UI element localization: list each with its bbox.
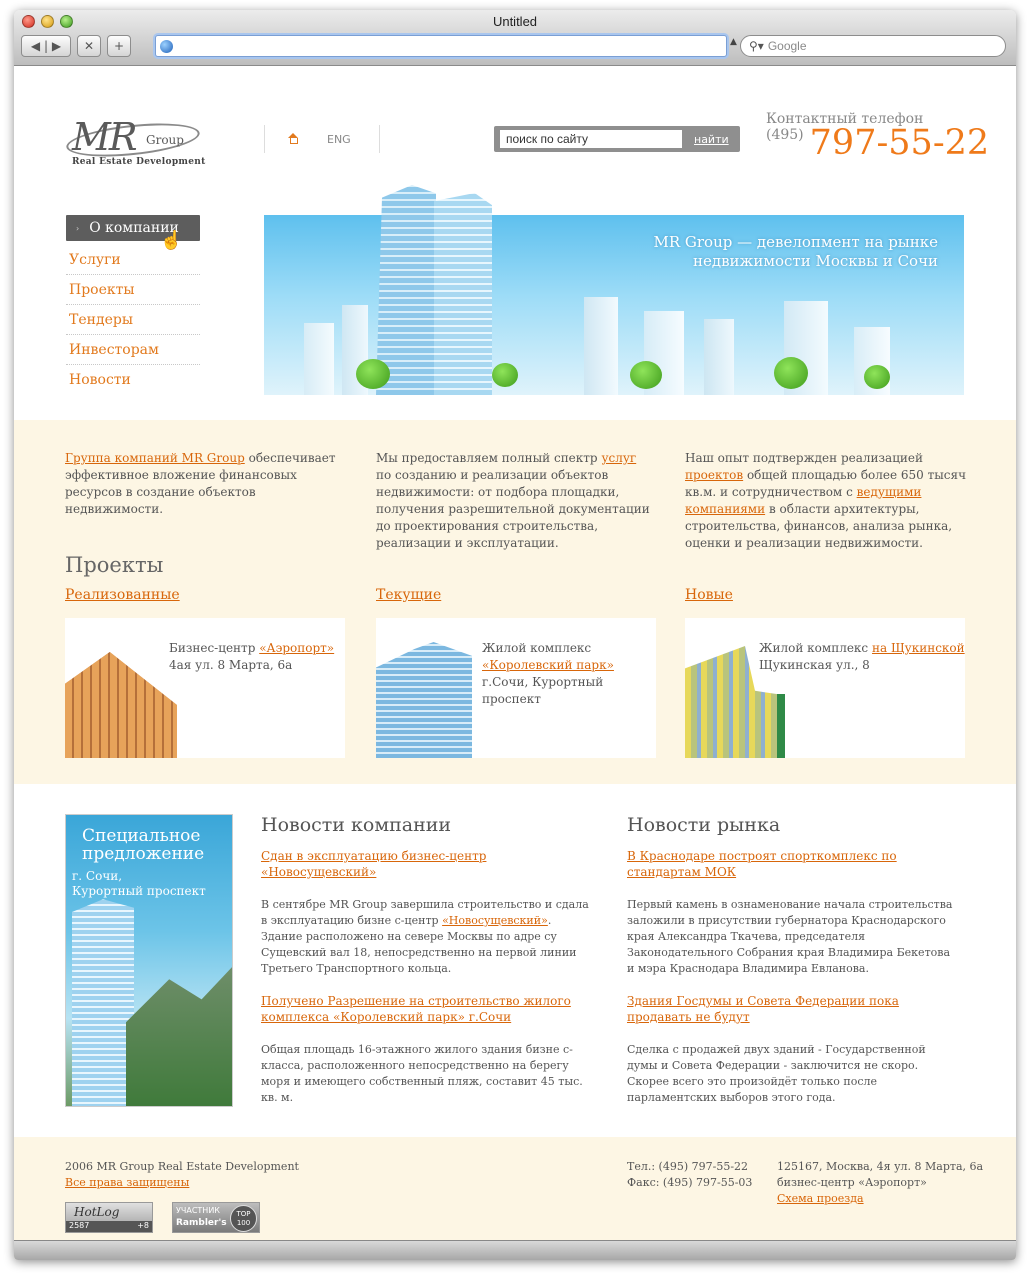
project-card (685, 618, 965, 758)
news-item-link[interactable]: Сдан в эксплуатацию бизнес-центр «Новосущевский» (261, 849, 487, 879)
site-logo[interactable] (64, 115, 204, 167)
language-switch (264, 125, 380, 153)
building-photo[interactable] (65, 652, 177, 758)
news-item-text: Общая площадь 16-этажного жилого здания бизне с-класса, расположенного непосредственно на берегу моря и имеющего собственный пляж, составит 45 тыс. кв. м. (261, 1043, 583, 1104)
market-news-title: Новости рынка (627, 814, 781, 836)
promo-title (82, 827, 204, 863)
project-address: 4ая ул. 8 Марта, 6а (169, 658, 293, 672)
rights-link[interactable]: Все права защищены (65, 1176, 190, 1189)
search-icon: ⚲▾ (749, 39, 764, 53)
rambler-top100-counter[interactable] (172, 1202, 260, 1233)
project-info (759, 640, 965, 674)
hotlog-label: HotLog (74, 1205, 120, 1219)
hotlog-counter[interactable] (65, 1202, 153, 1233)
menu-item-label: О компании (89, 220, 179, 236)
intro-text: в области архитектуры, строительства, финансов, анализа рынка, оценки и реализации недвижимости. (685, 502, 953, 550)
back-arrow-icon[interactable]: ◀ (30, 39, 41, 53)
project-link[interactable]: на Щукинской (871, 641, 965, 655)
project-card (376, 618, 656, 758)
logo-mr: MR (72, 115, 136, 159)
tree-illustration (492, 363, 518, 387)
project-type: Жилой комплекс (482, 641, 592, 655)
banner-line-2: недвижимости Москвы и Сочи (692, 252, 938, 270)
project-address: г.Сочи, Курортный проспект (482, 675, 604, 706)
news-text-part: В сентябре MR Group завершила строительство и сдала в эксплуатацию бизне с-центр (261, 898, 589, 927)
projects-title: Проекты (65, 553, 164, 577)
category-new-link[interactable]: Новые (685, 587, 733, 603)
project-type: Бизнес-центр (169, 641, 256, 655)
promo-subtitle (72, 869, 206, 899)
arrow-right-icon: › (76, 223, 80, 233)
web-page (14, 67, 1016, 1240)
menu-item-services[interactable]: Услуги (66, 245, 200, 275)
window-title: Untitled (492, 14, 538, 29)
group-link[interactable]: Группа компаний MR Group (65, 451, 245, 465)
promo-tower-illustration (72, 895, 134, 1107)
special-offer-banner[interactable] (65, 814, 233, 1107)
building-illustration (304, 323, 334, 395)
menu-item-tenders[interactable]: Тендеры (66, 305, 200, 335)
browser-status-bar (14, 1240, 1016, 1260)
site-search (494, 126, 740, 152)
copyright-text: 2006 MR Group Real Estate Development (65, 1160, 299, 1173)
browser-search-input[interactable] (740, 35, 1006, 57)
rambler-top-badge: TOP 100 (230, 1205, 257, 1232)
logo-subtitle: Real Estate Development (72, 157, 206, 167)
category-completed-link[interactable]: Реализованные (65, 587, 180, 603)
news-item-link[interactable]: В Краснодаре построят спорткомплекс по стандартам МОК (627, 849, 897, 879)
footer-fax: Факс: (495) 797-55-03 (627, 1176, 753, 1189)
promo-mountain-illustration (126, 965, 233, 1107)
intro-col-2 (376, 450, 651, 552)
hand-cursor-icon: ☝ (160, 230, 183, 251)
hotlog-stats (66, 1221, 152, 1232)
rambler-label: Rambler's (176, 1218, 227, 1228)
promo-title-line: предложение (82, 844, 205, 864)
project-info (169, 640, 334, 674)
globe-icon (160, 40, 173, 53)
close-icon: ✕ (83, 39, 95, 53)
menu-item-projects[interactable]: Проекты (66, 275, 200, 305)
market-news (627, 814, 957, 1122)
building-illustration (584, 297, 618, 395)
intro-text: обеспечивает эффективное вложение финансовых ресурсов в создание объектов недвижимости. (65, 451, 336, 516)
intro-text: общей площадью более 650 тысяч кв.м. и сотрудничеством с (685, 468, 967, 499)
logo-group: Group (146, 133, 184, 147)
content-section (14, 420, 1016, 784)
stop-button[interactable] (77, 35, 101, 57)
project-address: Щукинская ул., 8 (759, 658, 870, 672)
main-tower-illustration (434, 193, 492, 395)
footer-copyright-block (65, 1159, 299, 1191)
building-photo[interactable] (376, 642, 472, 758)
project-link[interactable]: «Королевский парк» (482, 658, 614, 672)
intro-col-3 (685, 450, 970, 552)
tree-illustration (864, 365, 890, 389)
partners-link[interactable]: ведущими компаниями (685, 485, 922, 516)
history-dropdown-icon[interactable]: ▲ (730, 37, 737, 47)
phone-code: (495) (766, 127, 804, 143)
home-icon[interactable] (287, 133, 299, 145)
lang-eng-link[interactable]: ENG (327, 132, 351, 146)
project-info (482, 640, 656, 708)
building-illustration (704, 319, 734, 395)
browser-window (14, 10, 1016, 1260)
contact-label: Контактный телефон (766, 111, 924, 127)
menu-item-investors[interactable]: Инвесторам (66, 335, 200, 365)
footer-phones (627, 1159, 752, 1191)
back-forward-button[interactable]: ◀ | ▶ (21, 35, 71, 57)
news-inline-link[interactable]: «Новосущевский» (442, 914, 548, 927)
plus-icon: + (113, 39, 125, 53)
footer-tel: Тел.: (495) 797-55-22 (627, 1160, 749, 1173)
map-link[interactable]: Схема проезда (777, 1192, 864, 1205)
tree-illustration (774, 357, 808, 389)
intro-col-1 (65, 450, 350, 518)
promo-sub-line: г. Сочи, (72, 869, 123, 883)
contact-block (766, 111, 989, 161)
project-card (65, 618, 345, 758)
news-item-text: Первый камень в ознаменование начала строительства заложили в присутствии губернатора Краснодарского края Александра Ткачева, председателя Законодательного Собрания края Владимира Бекетова и мэра Краснодара Владимира Евланова. (627, 898, 953, 975)
address-line: 125167, Москва, 4я ул. 8 Марта, 6а (777, 1160, 984, 1173)
project-type: Жилой комплекс (759, 641, 869, 655)
company-news-title: Новости компании (261, 814, 452, 836)
browser-toolbar (14, 10, 1016, 66)
hotlog-count: 2587 (69, 1221, 90, 1230)
intro-text: по созданию и реализации объектов недвижимости: от подбора площадки, получения разрешительной документации до проектирования строительства, реализации и эксплуатации. (376, 468, 650, 550)
promo-title-line: Специальное (82, 826, 201, 846)
address-line: бизнес-центр «Аэропорт» (777, 1176, 927, 1189)
phone-number: 797-55-22 (809, 123, 990, 163)
intro-text: Мы предоставляем полный спектр (376, 451, 598, 465)
promo-sub-line: Курортный проспект (72, 884, 206, 898)
banner-tagline (653, 233, 938, 271)
projects-link[interactable]: проектов (685, 468, 744, 482)
news-item-text: Сделка с продажей двух зданий - Государственной думы и Совета Федерации - заключится не скоро. Скорее всего это произойдёт только после парламентских выборов этого года. (627, 1043, 926, 1104)
news-text-part: . Здание расположено на севере Москвы по адре су Сущевский вал 18, непосредственно на первой линии Третьего Транспортного кольца. (261, 914, 577, 975)
tree-illustration (356, 359, 390, 389)
hotlog-delta: +8 (137, 1221, 149, 1230)
hero-banner (264, 215, 964, 395)
site-search-input[interactable] (500, 130, 682, 148)
forward-arrow-icon[interactable]: ▶ (51, 39, 62, 53)
rambler-label: УЧАСТНИК (176, 1206, 220, 1215)
add-bookmark-button[interactable] (107, 35, 131, 57)
site-search-button[interactable]: найти (694, 132, 729, 146)
nav-buttons (21, 35, 131, 57)
footer-address (777, 1159, 983, 1207)
building-photo-accent (777, 694, 785, 758)
intro-text: Наш опыт подтвержден реализацией (685, 451, 924, 465)
project-link[interactable]: «Аэропорт» (259, 641, 335, 655)
browser-search-placeholder: Google (767, 39, 807, 53)
menu-item-news[interactable]: Новости (69, 372, 131, 388)
category-current-link[interactable]: Текущие (376, 587, 442, 603)
news-item-text (261, 897, 591, 977)
address-bar[interactable] (155, 35, 727, 57)
banner-line-1: MR Group — девелопмент на рынке (653, 233, 938, 251)
news-item-link[interactable]: Получено Разрешение на строительство жилого комплекса «Королевский парк» г.Сочи (261, 994, 571, 1024)
services-link[interactable]: услуг (601, 451, 637, 465)
tree-illustration (630, 361, 662, 389)
news-item-link[interactable]: Здания Госдумы и Совета Федерации пока продавать не будут (627, 994, 899, 1024)
company-news (261, 814, 591, 1122)
